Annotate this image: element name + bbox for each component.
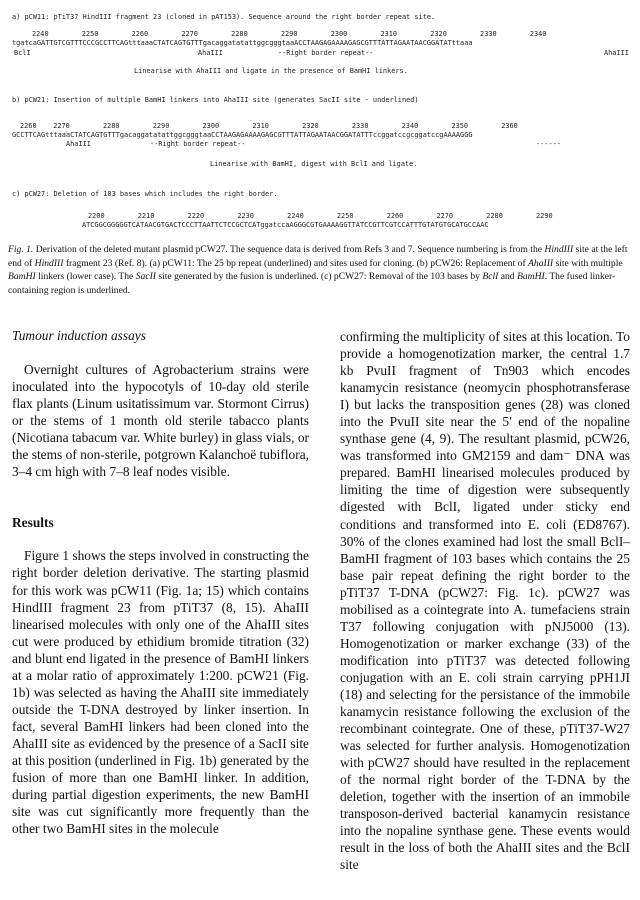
- tumour-induction-paragraph: Overnight cultures of Agrobacterium strains were inoculated into the hypocotyls of 10-day old sterile flax plants (Linum usitatissimum var. Stormont Cirrus) or the stems of 1 month old sterile tabacco plants (Nicotiana tabacum var. White burley) in glass vials, or the stems of non-sterile, potgrown Kalanchoë tubiflora, 3–4 cm high with 7–8 leaf nodes visible.: [12, 362, 309, 480]
- caption-sacii: SacII: [135, 271, 156, 283]
- results-paragraph: Figure 1 shows the steps involved in constructing the right border deletion derivative. The starting plasmid for this work was pCW11 (Fig. 1a; 15) which contains HindIII fragment 23 from pTiT37 (8, 15). AhaIII linearised molecules with only one of the AhaIII sites cut were produced by ethidium bromide titration (32) and blunt end ligated in the presence of BamHI linkers at a molar ratio of approximately 1:200. pCW21 (Fig. 1b) was selected as having the AhaIII site immediately outside the T-DNA destroyed by linker insertion. In fact, several BamHI linkers had been cloned into the AhaIII site as evidenced by the presence of a SacII site at this position (underlined in Fig. 1b) generated by the fusion of more than one BamHI linker. In addition, during partial digestion experiments, the new BamHI site was cut significantly more frequently than the other two BamHI sites in the molecule: [12, 548, 309, 837]
- fig-a-ruler: 2240 2250 2260 2270 2280 2290 2300 2310 2320 2330 2340: [32, 30, 547, 38]
- fig-b-right-border-label: --Right border repeat--: [150, 140, 246, 148]
- fig-a-sequence: tgatcaGATTGTCGTTTCCCGCCTTCAGtttaaaCTATCAGTGTTTgacaggatatattggcgggtaaACCTAAGAGAAAAGAGCGTTTATTAGAATAACGGATATttaaa: [12, 39, 473, 47]
- fig-b-ruler: 2260 2270 2280 2290 2300 2310 2320 2330 2340 2350 2360: [20, 122, 518, 130]
- fig-b-header: b) pCW21: Insertion of multiple BamHI linkers into AhaIII site (generates SacII site - underlined): [12, 96, 419, 104]
- fig-a-site-bcli: BclI: [14, 49, 31, 57]
- fig-c-ruler: 2200 2210 2220 2230 2240 2250 2260 2270 2280 2290: [88, 212, 553, 220]
- fig-b-sacii-underline: ------: [536, 140, 561, 148]
- fig-a-site-ahaiii: AhaIII: [198, 49, 223, 57]
- caption-text-4: site with multiple: [553, 257, 623, 269]
- caption-text-2: site at the left end of: [8, 244, 628, 269]
- fig-a-right-border-label: --Right border repeat--: [278, 49, 374, 57]
- caption-text-3: fragment 23 (Ref. 8). (a) pCW11: The 25 bp repeat (underlined) and sites used for cloning. (b) pCW26: Replacement of: [63, 257, 529, 269]
- caption-text-8: . The fused linker-containing region is underlined.: [8, 271, 616, 296]
- fig-b-action: Linearise with BamHI, digest with BclI and ligate.: [210, 160, 418, 168]
- fig-a-action: Linearise with AhaIII and ligate in the presence of BamHI linkers.: [134, 67, 408, 75]
- caption-text-1: Derivation of the deleted mutant plasmid pCW27. The sequence data is derived from Refs 3 and 7. Sequence numbering is from the: [33, 244, 545, 255]
- caption-ahaiii: AhaIII: [528, 257, 554, 269]
- fig-b-site-ahaiii: AhaIII: [66, 140, 91, 148]
- caption-hindiii-2: HindIII: [34, 257, 64, 269]
- caption-bamhi-2: BamHI: [516, 271, 545, 283]
- caption-bcli: BclI: [482, 271, 499, 283]
- heading-results: Results: [12, 515, 54, 531]
- caption-bamhi: BamHI: [8, 271, 36, 283]
- caption-fig-label: Fig. 1.: [8, 244, 34, 255]
- heading-tumour-induction: Tumour induction assays: [12, 328, 146, 343]
- caption-text-7: and: [498, 271, 517, 283]
- right-column: [340, 328, 630, 874]
- figure-caption: [8, 243, 632, 297]
- fig-a-site-ahaiii-right: AhaIII: [604, 49, 629, 57]
- fig-a-header: a) pCW11: pTiT37 HindIII fragment 23 (cloned in pAT153). Sequence around the right border repeat site.: [12, 13, 436, 21]
- caption-hindiii: HindIII: [544, 244, 574, 255]
- right-column-paragraph: confirming the multiplicity of sites at this location. To provide a homogenotization marker, the central 1.7 kb PvuII fragment of Tn903 which encodes kanamycin resistance (neomycin phosphotransferase I) but lacks the transposition genes (28) was cloned into the PvuII site near the 5′ end of the nopaline synthase gene (4, 9). The resultant plasmid, pCW26, was transformed into GM2159 and dam⁻ DNA was prepared. BamHI linearised molecules produced by limiting the time of digestion were subsequently digested with BclI, ligated under sticky end conditions and transformed into E. coli (ED8767). 30% of the clones examined had lost the small BclI–BamHI fragment of 103 bases which contains the 25 base pair repeat defining the right border to the pTiT37 T-DNA (pCW27: Fig. 1c). pCW27 was mobilised as a cointegrate into A. tumefaciens strain T37 following conjugation with pNJ5000 (13). Homogenotization or marker exchange (33) of the modification into pTiT37 was detected following conjugation with an E. coli strain carrying pPH1JI (18) and selecting for the persistance of the immobile kanamycin resistance following the exclusion of the recombinant cointegrate. One of these, pTiT37-W27 was selected for further analysis. Homogenotization with pCW27 should have resulted in the replacement of the normal right border of the T-DNA by the deletion, together with the insertion of an immobile transposon-derived bacterial kanamycin resistance into the nopaline synthase gene. These events would result in the loss of both the AhaIII sites and the BclI site: [340, 329, 630, 873]
- left-column: [12, 327, 309, 837]
- caption-text-5: linkers (lower case). The: [35, 271, 136, 283]
- fig-c-header: c) pCW27: Deletion of 103 bases which includes the right border.: [12, 190, 278, 198]
- fig-b-sequence: GCCTTCAGtttaaaCTATCAGTGTTTgacaggatatattggcgggtaaCCTAAGAGAAAAGAGCGTTTATTAGAATAACGGATATTTccggatccgcggatccgAAAAGGG: [12, 131, 473, 139]
- caption-text-6: site generated by the fusion is underlined. (c) pCW27: Removal of the 103 bases by: [155, 271, 483, 283]
- fig-c-sequence: ATCGGCGGGGGTCATAACGTGACTCCCTTAATTCTCCGCTCATggatccaAGGGCGTGAAAAGGTTATCCGTTCGTCCATTTGTATGTGCATGCCAAC: [82, 221, 489, 229]
